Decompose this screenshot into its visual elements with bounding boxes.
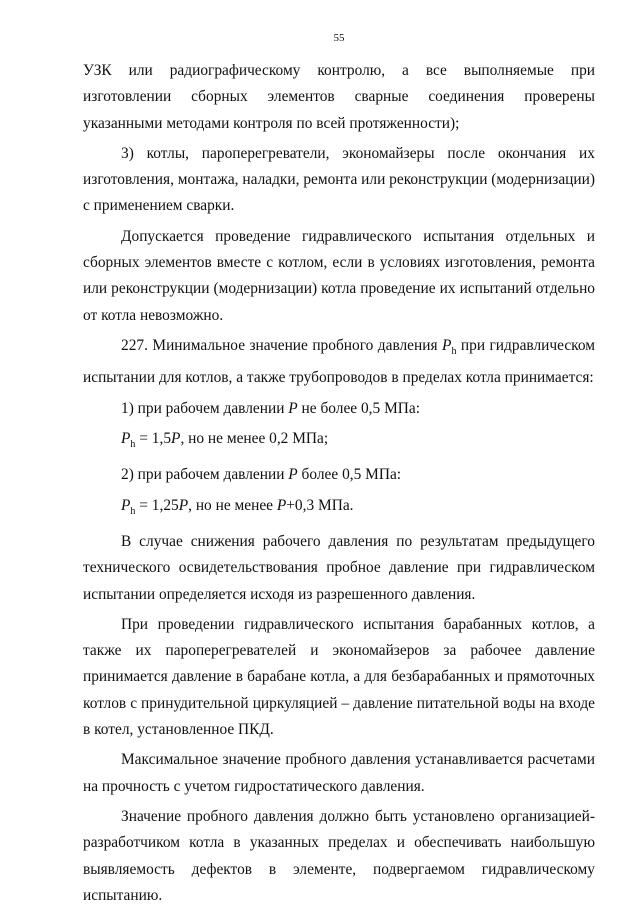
formula-2-text-b: , но не менее — [188, 496, 277, 514]
paragraph-item-3: 3) котлы, пароперегреватели, экономайзеры после окончания их изготовления, монтажа, наладки, ремонта или реконструкции (модернизации) с применением сварки. — [83, 144, 595, 215]
symbol-p: P — [288, 466, 298, 484]
case-2-text-b: более 0,5 МПа: — [297, 466, 402, 484]
document-body — [83, 58, 595, 909]
formula-2-text-a: = 1,25 — [135, 496, 179, 514]
formula-1-text-a: = 1,5 — [135, 429, 172, 447]
case-2-line — [83, 462, 595, 488]
case-1-text-b: не более 0,5 МПа: — [297, 399, 420, 417]
formula-2-line — [83, 493, 595, 525]
clause-227-start: 227. Минимальное значение пробного давления — [121, 336, 443, 354]
symbol-p: P — [121, 496, 131, 514]
paragraph-allowed-testing: Допускается проведение гидравлического испытания отдельных и сборных элементов вместе с котлом, если в условиях изготовления, ремонта или реконструкции (модернизации) котла проведение их испытаний отдельно от котла невозможно. — [83, 227, 595, 324]
symbol-p: P — [171, 429, 181, 447]
symbol-p: P — [178, 496, 189, 514]
symbol-subscript-h: h — [130, 505, 136, 517]
case-1-line — [83, 396, 595, 422]
formula-2-text-c: +0,3 МПа. — [286, 496, 354, 514]
paragraph-test-value: Значение пробного давления должно быть установлено организацией-разработчиком котла в указанных пределах и обеспечивать наибольшую выявляемость дефектов в элементе, подвергаемом гидравлическому испытанию. — [83, 807, 595, 904]
symbol-subscript-h: h — [451, 346, 457, 358]
paragraph-reduced-pressure: В случае снижения рабочего давления по результатам предыдущего технического освидетельствования пробное давление при гидравлическом испытании определяется исходя из разрешенного давления. — [83, 532, 595, 603]
symbol-p: P — [442, 336, 452, 354]
formula-1-line — [83, 426, 595, 458]
paragraph-max-pressure: Максимальное значение пробного давления устанавливается расчетами на прочность с учетом гидростатического давления. — [83, 751, 595, 795]
case-1-text-a: 1) при рабочем давлении — [121, 399, 289, 417]
symbol-p: P — [288, 399, 298, 417]
symbol-p: P — [121, 429, 131, 447]
formula-1-text-b: , но не менее 0,2 МПа; — [180, 429, 329, 447]
paragraph-continuation: УЗК или радиографическому контролю, а все выполняемые при изготовлении сборных элементов сварные соединения проверены указанными методами контроля по всей протяженности); — [83, 62, 595, 132]
page-number: 55 — [333, 32, 345, 44]
case-2-text-a: 2) при рабочем давлении — [121, 466, 289, 484]
paragraph-clause-227 — [83, 333, 595, 392]
symbol-p: P — [276, 496, 287, 514]
symbol-subscript-h: h — [130, 439, 136, 451]
clause-227-end: при гидравлическом испытании для котлов, а также трубопроводов в пределах котла принимается: — [83, 336, 596, 387]
paragraph-drum-boilers: При проведении гидравлического испытания барабанных котлов, а также их пароперегревателей и экономайзеров за рабочее давление принимается давление в барабане котла, а для безбарабанных и прямоточных котлов с принудительной циркуляцией – давление питательной воды на входе в котел, установленное ПКД. — [83, 615, 595, 739]
